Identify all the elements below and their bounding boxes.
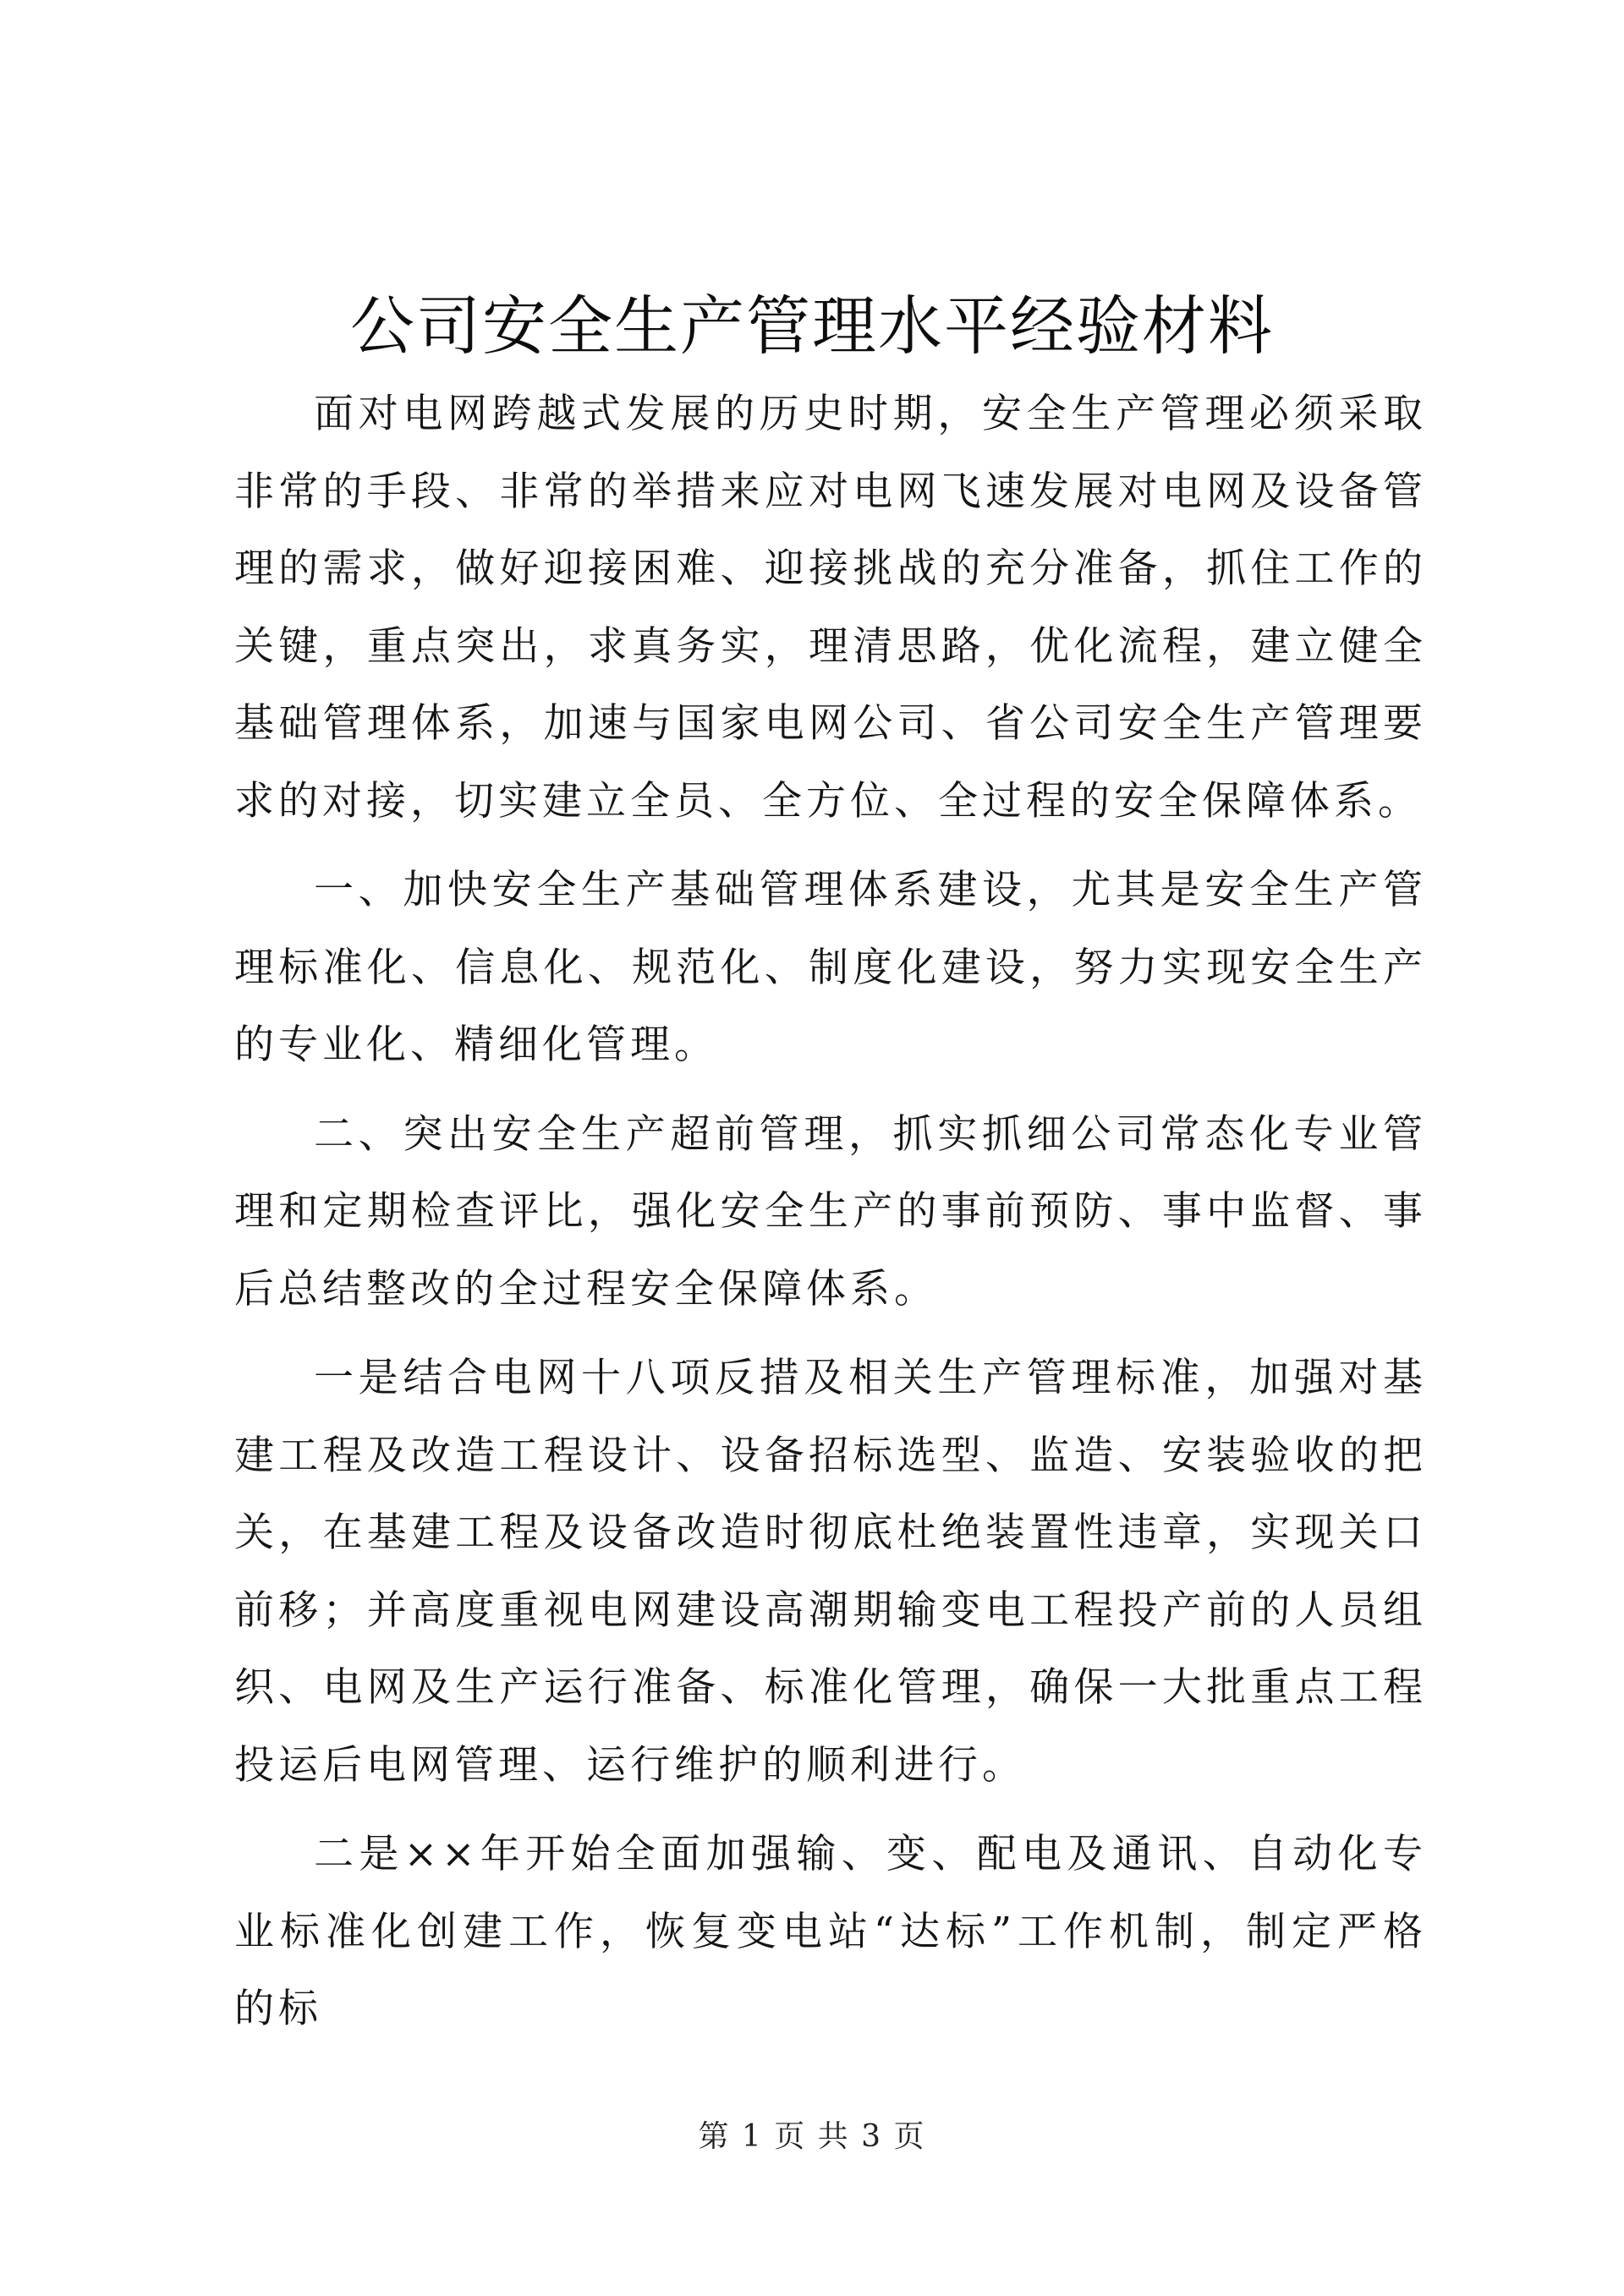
paragraph-intro: 面对电网跨越式发展的历史时期，安全生产管理必须采取非常的手段、非常的举措来应对电网飞速发展对电网及设备管理的需求，做好迎接困难、迎接挑战的充分准备，抓住工作的关键，重点突出，求真务实，理清思路，优化流程，建立健全基础管理体系，加速与国家电网公司、省公司安全生产管理要求的对接，切实建立全员、全方位、全过程的安全保障体系。	[234, 391, 1427, 825]
paragraph-section-1: 一、加快安全生产基础管理体系建设，尤其是安全生产管理标准化、信息化、规范化、制度化建设，努力实现安全生产的专业化、精细化管理。	[234, 867, 1427, 1068]
document-title: 公司安全生产管理水平经验材料	[350, 288, 1274, 364]
paragraph-point-2: 二是××年开始全面加强输、变、配电及通讯、自动化专业标准化创建工作，恢复变电站“达标”工作机制，制定严格的标	[234, 1831, 1427, 2032]
page-number-footer: 第 1 页 共 3 页	[698, 2119, 926, 2154]
paragraph-point-1: 一是结合电网十八项反措及相关生产管理标准，加强对基建工程及改造工程设计、设备招标选型、监造、安装验收的把关，在基建工程及设备改造时彻底杜绝装置性违章，实现关口前移；并高度重视电网建设高潮期输变电工程投产前的人员组织、电网及生产运行准备、标准化管理，确保一大批重点工程投运后电网管理、运行维护的顺利进行。	[234, 1355, 1427, 1789]
document-body	[234, 375, 1427, 2048]
paragraph-section-2: 二、突出安全生产超前管理，抓实抓细公司常态化专业管理和定期检查评比，强化安全生产的事前预防、事中监督、事后总结整改的全过程安全保障体系。	[234, 1110, 1427, 1312]
